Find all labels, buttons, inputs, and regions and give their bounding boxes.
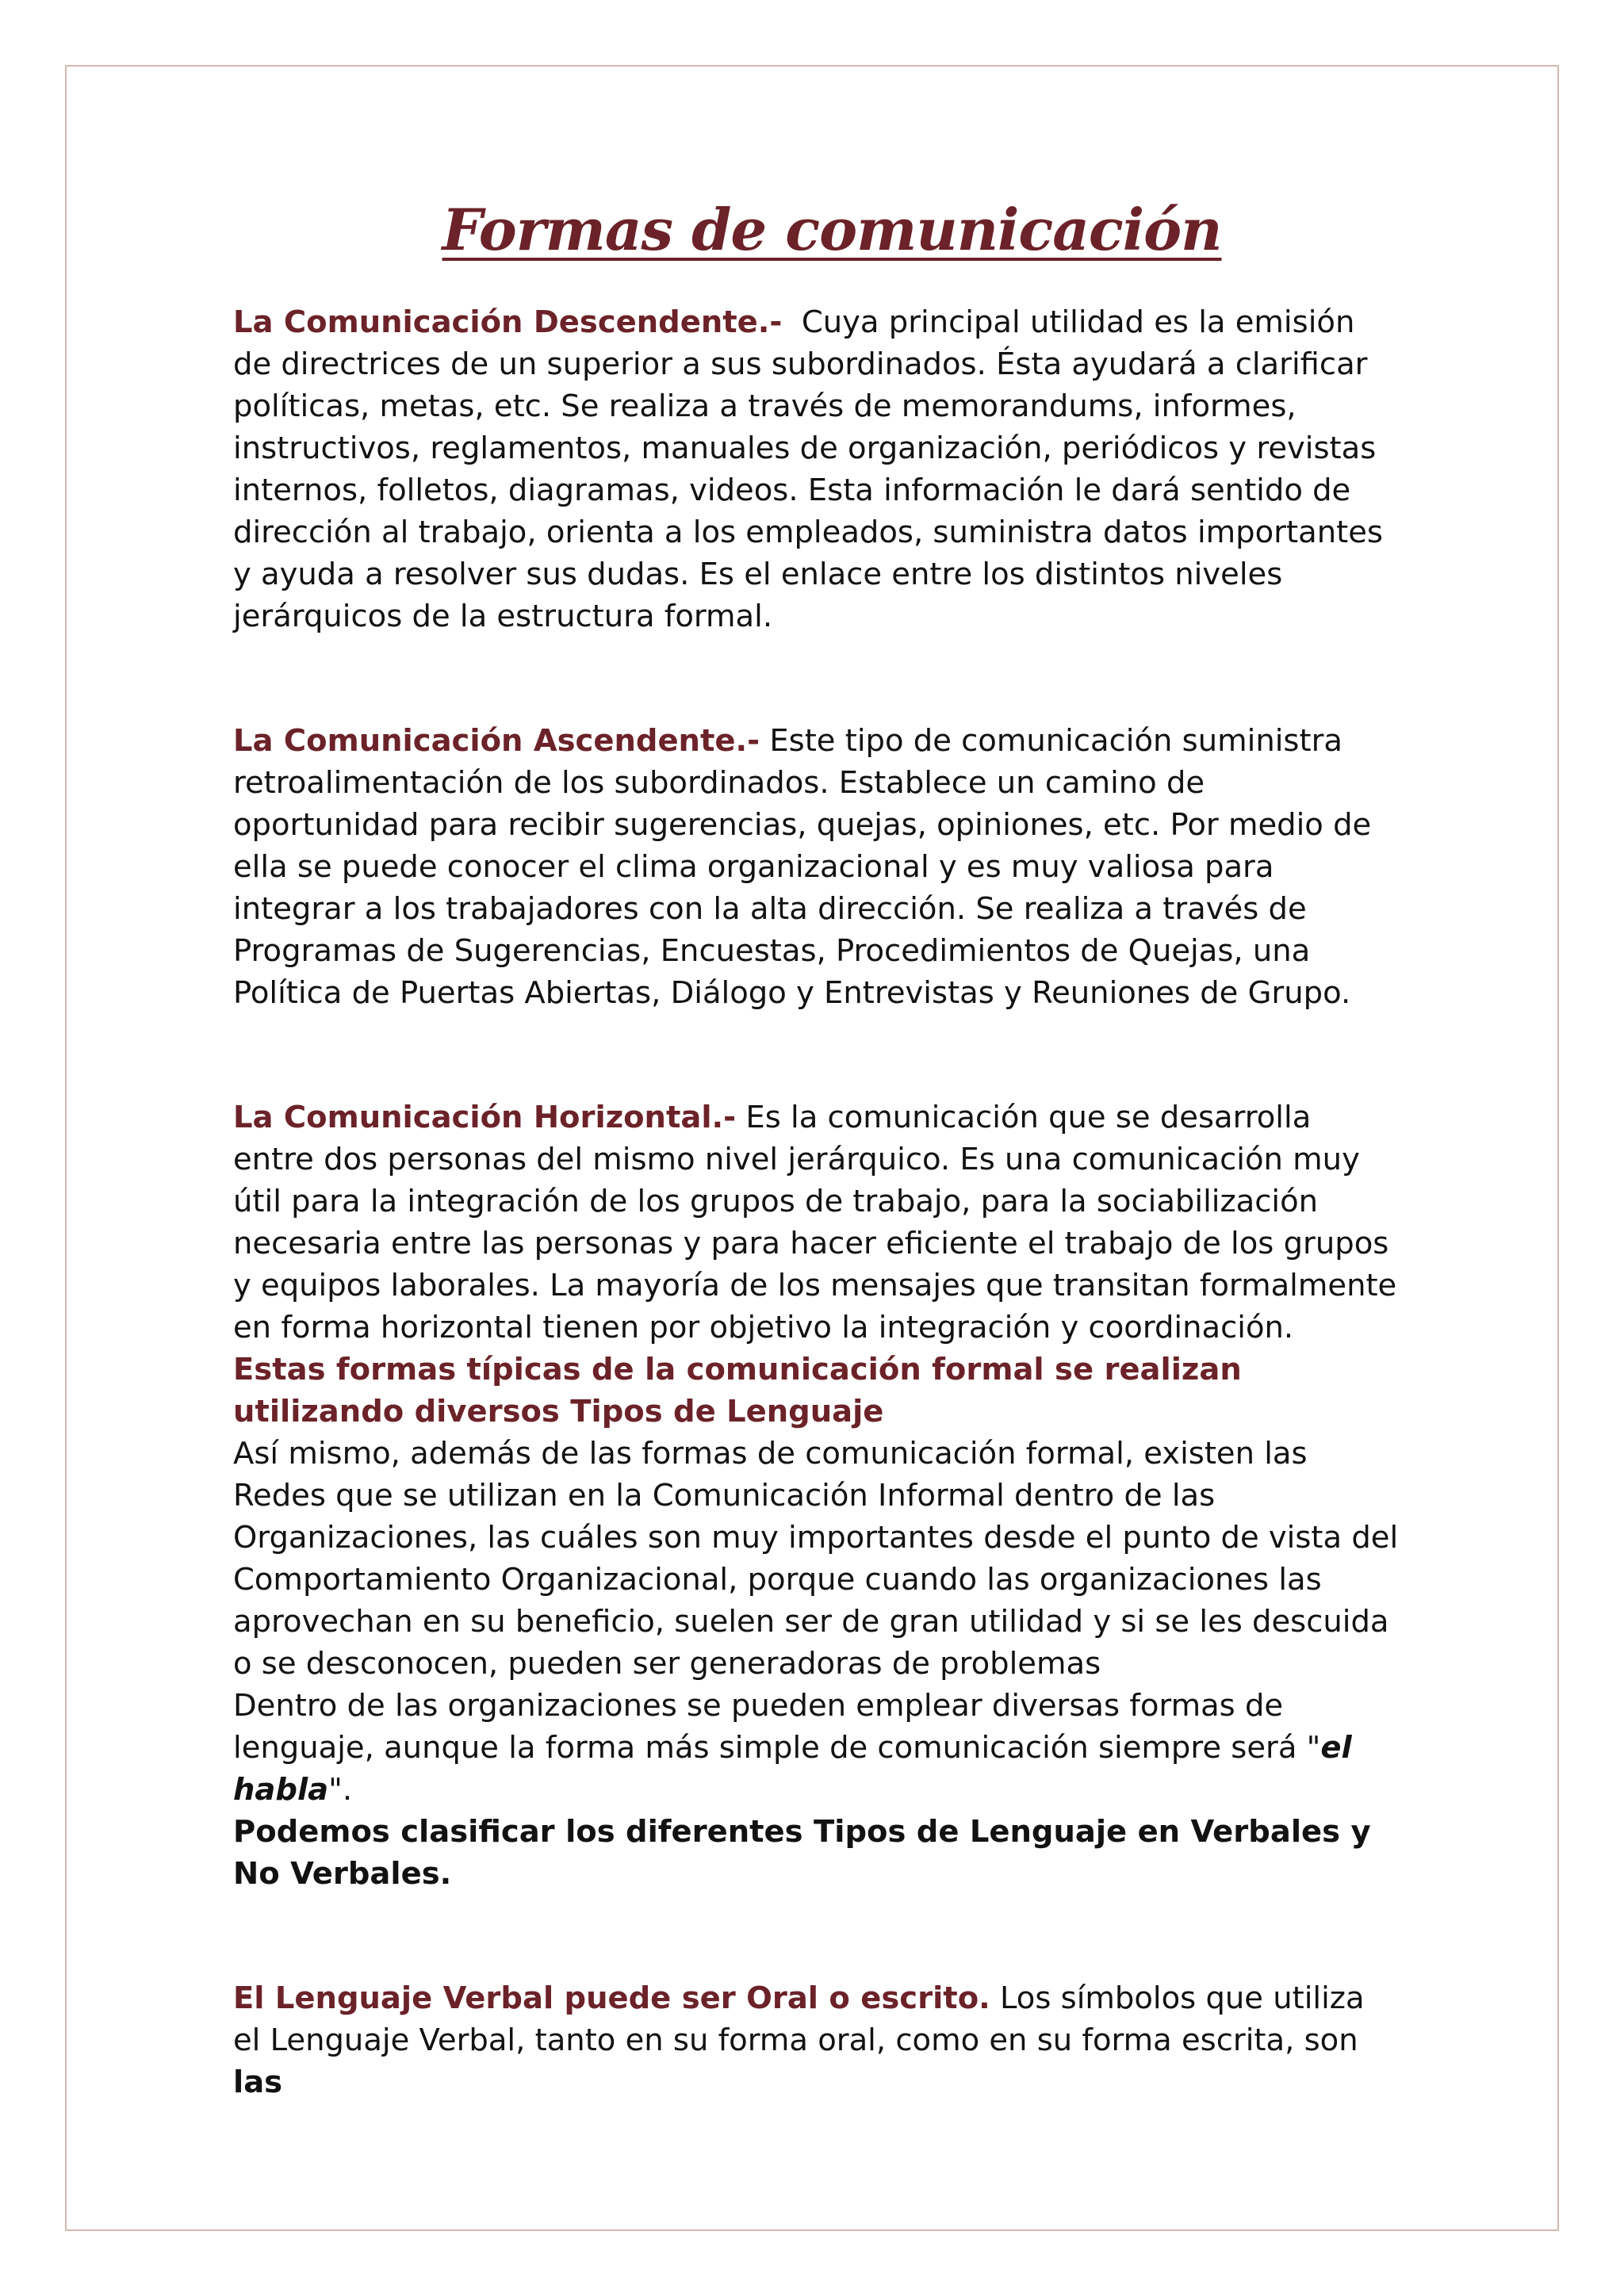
text-verbal: Los símbolos que utiliza el Lenguaje Verbal, tanto en su forma oral, como en su forma escrita, son — [233, 1980, 1374, 2058]
document-body — [233, 190, 1407, 2103]
paragraph-verbal — [233, 1977, 1399, 2103]
paragraph-ascendente — [233, 720, 1399, 1014]
paragraph-lenguaje — [233, 1685, 1399, 1811]
paragraph-descendente — [233, 301, 1399, 637]
heading-verbal: El Lenguaje Verbal puede ser Oral o escrito. — [233, 1980, 990, 2016]
text-ascendente: Este tipo de comunicación suministra retroalimentación de los subordinados. Establece un camino de oportunidad para recibir sugerencias, quejas, opiniones, etc. Por medio de ella se puede conocer el clima organizacional y es muy valiosa para integrar a los trabajadores con la alta dirección. Se realiza a través de Programas de Sugerencias, Encuestas, Procedimientos de Quejas, una Política de Puertas Abiertas, Diálogo y Entrevistas y Reuniones de Grupo. — [233, 723, 1381, 1011]
text-lenguaje-before: Dentro de las organizaciones se pueden emplear diversas formas de lenguaje, aunque la forma más simple de comunicación siempre será " — [233, 1688, 1321, 1766]
paragraph-informal: Así mismo, además de las formas de comunicación formal, existen las Redes que se utilizan en la Comunicación Informal dentro de las Organizaciones, las cuáles son muy importantes desde el punto de vista del Comportamiento Organizacional, porque cuando las organizaciones las aprovechan en su beneficio, suelen ser de gran utilidad y si se les descuida o se desconocen, pueden ser generadoras de problemas — [233, 1436, 1399, 1682]
paragraph-clasificar: Podemos clasificar los diferentes Tipos de Lenguaje en Verbales y No Verbales. — [233, 1814, 1371, 1892]
text-lenguaje-after: ". — [328, 1772, 353, 1808]
heading-ascendente: La Comunicación Ascendente.- — [233, 723, 760, 759]
page-title: Formas de comunicación — [442, 196, 1222, 263]
text-horizontal: Es la comunicación que se desarrolla entre dos personas del mismo nivel jerárquico. Es una comunicación muy útil para la integración de los grupos de trabajo, para la sociabilización necesaria entre las personas y para hacer eficiente el trabajo de los grupos y equipos laborales. La mayoría de los mensajes que transitan formalmente en forma horizontal tienen por objetivo la integración y coordinación. — [233, 1100, 1407, 1345]
heading-descendente: La Comunicación Descendente.- — [233, 304, 783, 340]
heading-horizontal: La Comunicación Horizontal.- — [233, 1100, 737, 1135]
text-el-habla: el habla — [233, 1730, 1352, 1808]
text-descendente: Cuya principal utilidad es la emisión de directrices de un superior a sus subordinados. Ésta ayudará a clarificar políticas, metas, etc. Se realiza a través de memorandums, informes, instructivos, reglamentos, manuales de organización, periódicos y revistas internos, folletos, diagramas, videos. Esta información le dará sentido de dirección al trabajo, orienta a los empleados, suministra datos importantes y ayuda a resolver sus dudas. Es el enlace entre los distintos niveles jerárquicos de la estructura formal. — [233, 304, 1393, 634]
paragraph-horizontal — [233, 1096, 1407, 1349]
heading-tipos-lenguaje: Estas formas típicas de la comunicación formal se realizan utilizando diversos Tipos de Lenguaje — [233, 1352, 1242, 1429]
text-verbal-las: las — [233, 2064, 283, 2100]
